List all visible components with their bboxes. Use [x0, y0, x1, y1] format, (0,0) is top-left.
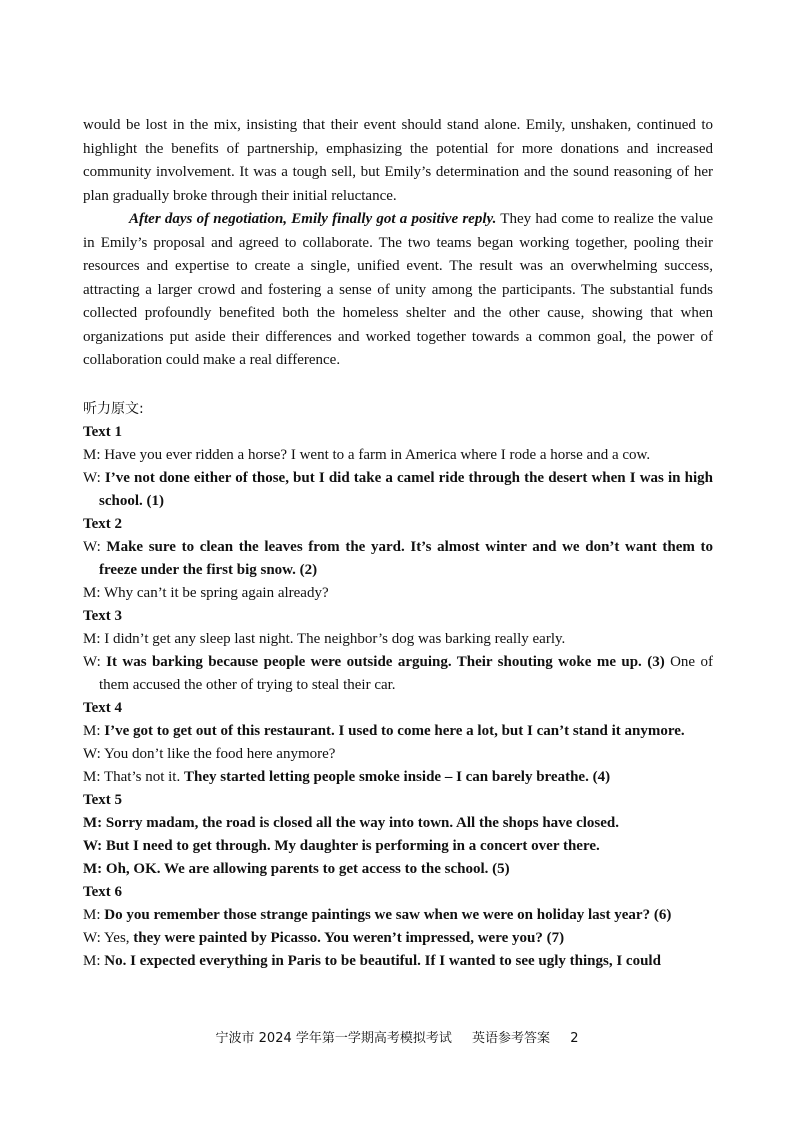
text-4-line-m1: [83, 720, 713, 743]
text-5-heading: Text 5: [83, 792, 123, 808]
text-4-line-m2: [83, 766, 713, 789]
answer-highlight: I’ve not done either of those, but I did take a camel ride through the desert when I was in high school. (1): [99, 470, 713, 509]
text-1-line-m1: M: Have you ever ridden a horse? I went to a farm in America where I rode a horse and a cow.: [83, 447, 651, 463]
speaker-prefix: M:: [83, 907, 105, 923]
essay-paragraph-2: [83, 208, 713, 373]
text-1-heading: Text 1: [83, 424, 123, 440]
speaker-prefix: W:: [83, 654, 107, 670]
text-5-line-m2: M: Oh, OK. We are allowing parents to get access to the school. (5): [83, 861, 510, 877]
answer-highlight: I’ve got to get out of this restaurant. I used to come here a lot, but I can’t stand it anymore.: [104, 723, 685, 739]
text-6-heading: Text 6: [83, 884, 123, 900]
listening-section-label: 听力原文:: [83, 401, 144, 417]
page-footer: [0, 1027, 794, 1046]
dialogue-rest: One of them accused the other of trying to steal their car.: [99, 654, 713, 693]
answer-highlight: No. I expected everything in Paris to be beautiful. If I wanted to see ugly things, I could: [104, 953, 661, 969]
listening-transcript: [83, 398, 713, 973]
answer-highlight: They started letting people smoke inside – I can barely breathe. (4): [183, 769, 611, 785]
essay-continuation: [83, 114, 713, 373]
speaker-prefix: W: Yes,: [83, 930, 134, 946]
text-1-line-w1: [83, 467, 713, 513]
speaker-prefix: M:: [83, 953, 105, 969]
answer-highlight: It was barking because people were outside arguing. Their shouting woke me up. (3): [106, 654, 665, 670]
text-6-line-w1: [83, 927, 713, 950]
text-6-line-m2: [83, 950, 713, 973]
footer-subject: 英语参考答案: [472, 1031, 551, 1046]
speaker-prefix: M: That’s not it.: [83, 769, 184, 785]
text-3-line-m1: M: I didn’t get any sleep last night. The neighbor’s dog was barking really early.: [83, 631, 566, 647]
answer-highlight: they were painted by Picasso. You weren’t impressed, were you? (7): [133, 930, 565, 946]
text-4-line-w1: W: You don’t like the food here anymore?: [83, 746, 336, 762]
text-3-line-w1: [83, 651, 713, 697]
answer-highlight: Do you remember those strange paintings we saw when we were on holiday last year? (6): [104, 907, 672, 923]
essay-paragraph-1: would be lost in the mix, insisting that their event should stand alone. Emily, unshaken, continued to highlight the benefits of partnership, emphasizing the potential for more donations and increased community involvement. It was a tough sell, but Emily’s determination and the sound reasoning of her plan gradually broke through their initial reluctance.: [83, 117, 713, 204]
footer-page-number: 2: [570, 1031, 579, 1046]
speaker-prefix: W:: [83, 470, 105, 486]
text-3-heading: Text 3: [83, 608, 123, 624]
footer-exam-title: 宁波市 2024 学年第一学期高考模拟考试: [215, 1031, 452, 1046]
essay-paragraph-2-lead: After days of negotiation, Emily finally got a positive reply.: [129, 211, 497, 227]
text-5-line-w1: W: But I need to get through. My daughter is performing in a concert over there.: [83, 838, 600, 854]
text-2-line-w1: [83, 536, 713, 582]
text-2-heading: Text 2: [83, 516, 123, 532]
text-2-line-m1: M: Why can’t it be spring again already?: [83, 585, 329, 601]
text-6-line-m1: [83, 904, 713, 927]
speaker-prefix: W:: [83, 539, 107, 555]
speaker-prefix: M:: [83, 723, 105, 739]
essay-paragraph-2-body: They had come to realize the value in Emily’s proposal and agreed to collaborate. The two teams began working together, pooling their resources and expertise to create a single, unified event. The result was an overwhelming success, attracting a larger crowd and fostering a sense of unity among the participants. The substantial funds collected profoundly benefited both the homeless shelter and the other cause, showing that when organizations put aside their differences and worked together towards a common goal, the power of collaboration could make a real difference.: [83, 211, 713, 368]
text-5-line-m1: M: Sorry madam, the road is closed all the way into town. All the shops have closed.: [83, 815, 619, 831]
answer-highlight: Make sure to clean the leaves from the yard. It’s almost winter and we don’t want them to freeze under the first big snow. (2): [99, 539, 713, 578]
text-4-heading: Text 4: [83, 700, 123, 716]
